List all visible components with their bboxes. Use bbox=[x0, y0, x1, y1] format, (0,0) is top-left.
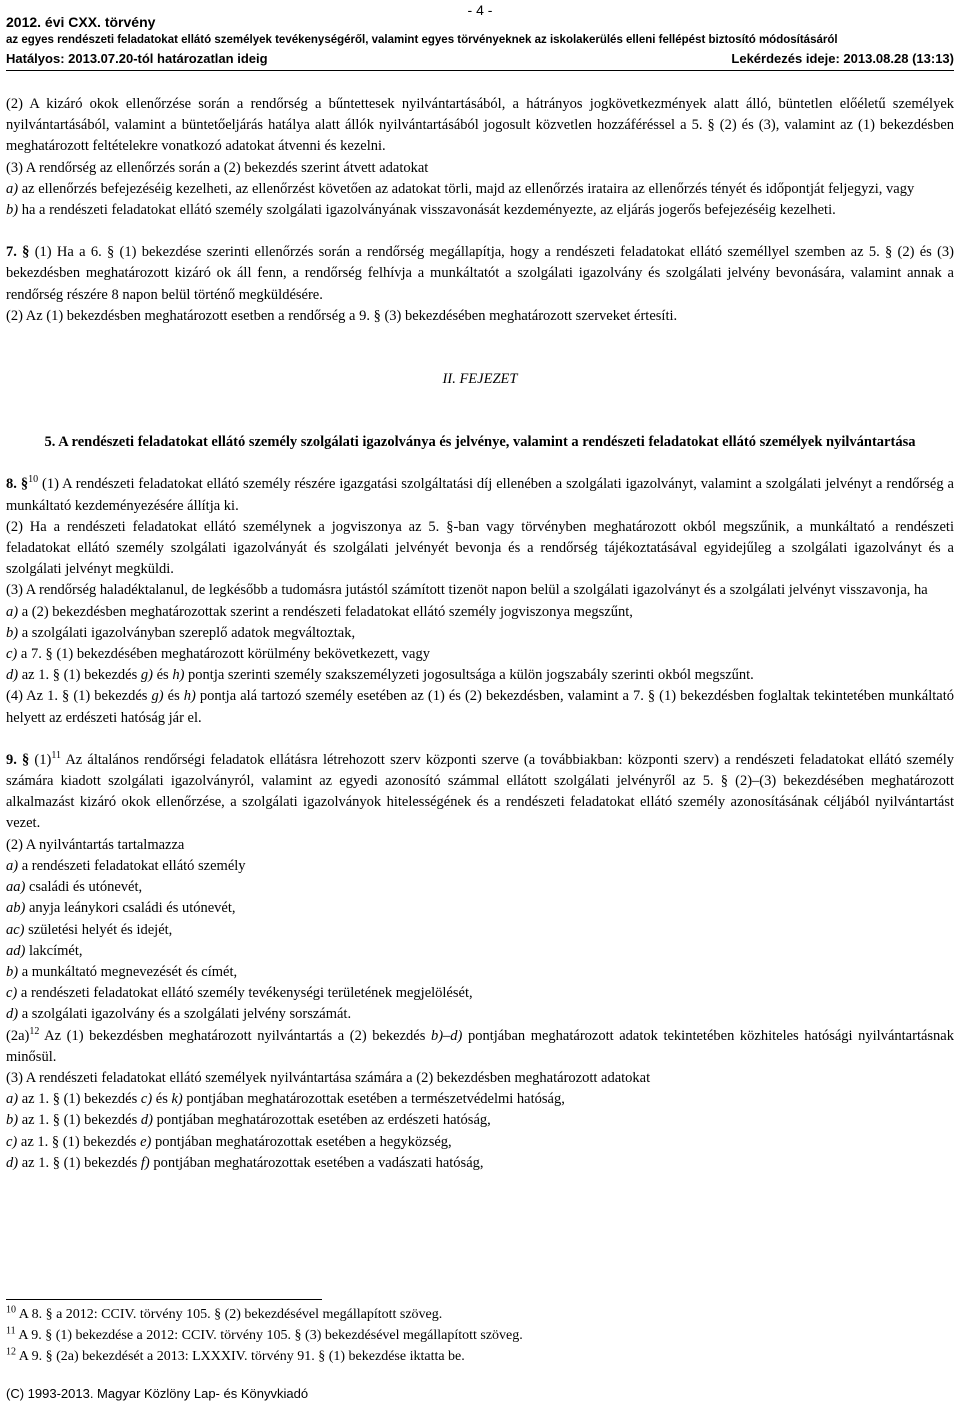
paragraph: (4) Az 1. § (1) bekezdés g) és h) pontja alá tartozó személy esetében az (1) és (2) bekezdésben, valamint a 7. § (1) bekezdésben foglaltak tekintetében munkáltató helyett az erdészeti hatóság jár el. bbox=[6, 688, 954, 726]
paragraph: (2) A nyilvántartás tartalmazza bbox=[6, 836, 185, 853]
paragraph: b) a szolgálati igazolványban szereplő adatok megváltoztak, bbox=[6, 624, 356, 641]
paragraph: ac) születési helyét és idejét, bbox=[6, 921, 173, 938]
paragraph: (3) A rendőrség haladéktalanul, de legkésőbb a tudomásra jutástól számított tizenöt napon belül a szolgálati igazolványt és a szolgálati jelvényt visszavonja, ha bbox=[6, 582, 928, 599]
paragraph: c) a rendészeti feladatokat ellátó személy tevékenységi területének megjelölését, bbox=[6, 985, 473, 1002]
paragraph: c) a 7. § (1) bekezdésében meghatározott körülmény bekövetkezett, vagy bbox=[6, 646, 430, 663]
footnote-ref[interactable]: 10 bbox=[28, 474, 39, 486]
document-body bbox=[6, 94, 954, 1174]
footnote-ref[interactable]: 12 bbox=[29, 1025, 40, 1037]
header-divider bbox=[6, 70, 954, 71]
effective-date: Hatályos: 2013.07.20-tól határozatlan ideig bbox=[6, 51, 268, 66]
footnote-divider bbox=[6, 1299, 322, 1300]
footnote: $^{12}$ A 9. § (2a) bekezdését a 2013: LXXXIV. törvény 91. § (1) bekezdése iktatta be. bbox=[6, 1346, 465, 1364]
law-subtitle: az egyes rendészeti feladatokat ellátó személyek tevékenységéről, valamint egyes törvényeknek az iskolakerülés elleni fellépést biztosító módosításáról bbox=[6, 34, 838, 46]
footnotes bbox=[6, 1304, 954, 1367]
paragraph: ab) anyja leánykori családi és utónevét, bbox=[6, 900, 236, 917]
paragraph: $(2a)^{12}$ Az (1) bekezdésben meghatározott nyilvántartás a (2) bekezdés b)–d) pontjában meghatározott adatok tekintetében közhiteles hatósági nyilvántartásnak minősül. bbox=[6, 1025, 954, 1065]
paragraph: d) az 1. § (1) bekezdés g) és h) pontja szerinti személy szakszemélyzeti jogosultsága a külön jogszabály szerinti okból megszűnt. bbox=[6, 667, 754, 684]
paragraph: aa) családi és utónevét, bbox=[6, 879, 143, 896]
copyright-footer: (C) 1993-2013. Magyar Közlöny Lap- és Könyvkiadó bbox=[6, 1386, 309, 1401]
paragraph: d) a szolgálati igazolvány és a szolgálati jelvény sorszámát. bbox=[6, 1006, 352, 1023]
paragraph: d) az 1. § (1) bekezdés f) pontjában meghatározottak esetében a vadászati hatóság, bbox=[6, 1154, 484, 1171]
paragraph: (2) Ha a rendészeti feladatokat ellátó személynek a jogviszonya az 5. §-ban vagy törvényben meghatározott okból megszűnik, a munkáltató a rendészeti feladatokat ellátó személy szolgálati igazolványát és szolgálati jelvényét bevonja és a rendőrség tájékoztatásával egyidejűleg a szolgálati igazolványt és a szolgálati jelvényt megküldi. bbox=[6, 518, 954, 578]
paragraph: a) az ellenőrzés befejezéséig kezelheti, az ellenőrzést követően az adatokat törli, majd az ellenőrzés irataira az ellenőrzés tényét és időpontját feljegyzi, vagy bbox=[6, 180, 915, 197]
paragraph-7: 7. § (1) Ha a 6. § (1) bekezdése szerinti ellenőrzés során a rendőrség megállapítja, hogy a rendészeti feladatokat ellátó személlyel szemben az 5. § (2) és (3) bekezdésben meghatározott kizáró ok áll fenn, a rendőrség felhívja a munkáltatót a szolgálati igazolvány és szolgálati jelvény bevonására, valamint annak a rendőrség részére 8 napon belül történő megküldésére. bbox=[6, 244, 954, 303]
page-number: - 4 - bbox=[467, 2, 493, 18]
paragraph: ad) lakcímét, bbox=[6, 942, 83, 959]
paragraph: a) az 1. § (1) bekezdés c) és k) pontjában meghatározottak esetében a természetvédelmi hatóság, bbox=[6, 1091, 565, 1108]
paragraph: c) az 1. § (1) bekezdés e) pontjában meghatározottak esetében a hegyközség, bbox=[6, 1133, 452, 1150]
paragraph-9: 9. § $(1)^{11}$ Az általános rendőrségi feladatok ellátásra létrehozott szerv központi szerve (a továbbiakban: központi szerv) a rendészeti feladatokat ellátó személy számára kiadott szolgálati igazolványról, valamint az egyedi azonosító számmal ellátott szolgálati jelvényről az 5. § (2)–(3) bekezdésében meghatározott alkalmazást kizáró okok ellenőrzése, a szolgálati igazolványok hitelességének és a rendészeti feladatokat ellátó személy azonosításának céljából nyilvántartást vezet. bbox=[6, 750, 954, 832]
paragraph-8: 8. §$^{10}$ (1) A rendészeti feladatokat ellátó személy részére igazgatási szolgáltatási díj ellenében a szolgálati igazolványt, valamint a szolgálati jelvényt a rendőrség a munkáltató kezdeményezésére állítja ki. bbox=[6, 474, 954, 514]
law-title: 2012. évi CXX. törvény bbox=[6, 14, 156, 30]
paragraph: (3) A rendészeti feladatokat ellátó személyek nyilvántartása számára a (2) bekezdésben meghatározott adatokat bbox=[6, 1069, 651, 1086]
paragraph: a) a rendészeti feladatokat ellátó személy bbox=[6, 857, 246, 874]
paragraph: b) ha a rendészeti feladatokat ellátó személy szolgálati igazolványának visszavonását kezdeményezte, az eljárás jogerős befejezéséig kezelheti. bbox=[6, 202, 836, 219]
paragraph: b) a munkáltató megnevezését és címét, bbox=[6, 963, 238, 980]
section-heading: 5. A rendészeti feladatokat ellátó személy szolgálati igazolványa és jelvénye, valamint a rendészeti feladatokat ellátó személyek nyilvántartása bbox=[44, 434, 916, 451]
chapter-heading: II. FEJEZET bbox=[442, 371, 518, 388]
paragraph: a) a (2) bekezdésben meghatározottak szerint a rendészeti feladatokat ellátó személy jogviszonya megszűnt, bbox=[6, 603, 633, 620]
paragraph: (2) A kizáró okok ellenőrzése során a rendőrség a bűntettesek nyilvántartásából, a hátrányos jogkövetkezmények alatt álló, büntetlen előéletű személyek nyilvántartásából, valamint a büntetőeljárás hatálya alatt állók nyilvántartásából jogosult közvetlen hozzáféréssel a 5. § (2) és (3), valamint az (1) bekezdésben meghatározott feltételekre vonatkozó adatokat átvenni és kezelni. bbox=[6, 96, 954, 155]
footnote: $^{10}$ A 8. § a 2012: CCIV. törvény 105. § (2) bekezdésével megállapított szöveg. bbox=[6, 1304, 443, 1322]
paragraph: (3) A rendőrség az ellenőrzés során a (2) bekezdés szerint átvett adatokat bbox=[6, 159, 429, 176]
paragraph: b) az 1. § (1) bekezdés d) pontjában meghatározottak esetében az erdészeti hatóság, bbox=[6, 1112, 491, 1129]
query-time: Lekérdezés ideje: 2013.08.28 (13:13) bbox=[731, 51, 954, 66]
paragraph: (2) Az (1) bekezdésben meghatározott esetben a rendőrség a 9. § (3) bekezdésében meghatározott szerveket értesíti. bbox=[6, 307, 678, 324]
footnote-ref[interactable]: 11 bbox=[51, 750, 61, 762]
footnote: $^{11}$ A 9. § (1) bekezdése a 2012: CCIV. törvény 105. § (3) bekezdésével megállapított szöveg. bbox=[6, 1325, 523, 1343]
